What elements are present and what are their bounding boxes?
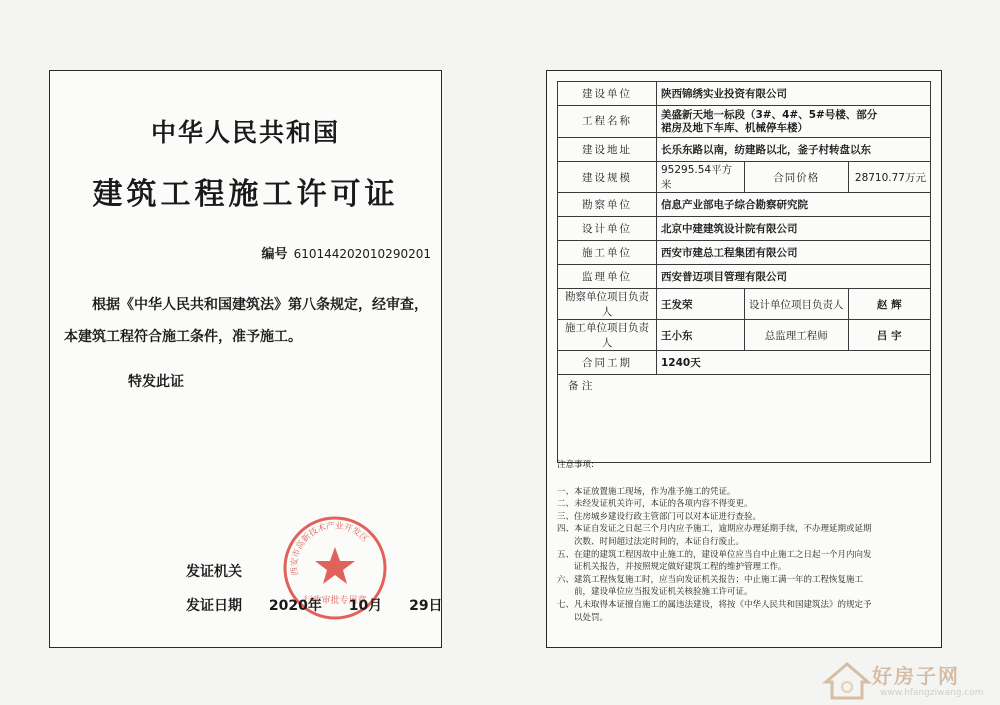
price-value: 28710.77万元 [848,162,931,193]
design-label: 设计单位 [558,217,657,241]
chief-label: 总监理工程师 [745,320,849,351]
remark-cell [558,375,931,463]
note-line: 证机关报告，并按照规定做好建筑工程的维护管理工作。 [557,562,787,573]
permit-cover-page [49,70,442,648]
issue-phrase: 特发此证 [128,374,184,390]
remark-label: 备 注 [568,380,593,392]
note-line: 四、本证自发证之日起三个月内应予施工，逾期应办理延期手续，不办理延期或延期 [557,524,872,535]
scale-value: 95295.54平方米 [657,162,745,193]
table-row [558,241,931,265]
note-line: 六、建筑工程恢复施工时，应当向发证机关报告；中止施工满一年的工程恢复施工 [557,574,864,585]
statement-line-2: 本建筑工程符合施工条件，准予施工。 [64,329,302,345]
issue-year: 2020年 [268,598,322,614]
serial-label: 编号 [261,247,288,262]
note-line: 次数、时间超过法定时间的，本证自行废止。 [557,536,745,547]
table-row [558,217,931,241]
issuing-authority: 发证机关 [186,564,242,580]
table-row [558,162,931,193]
table-row [558,351,931,375]
note-line: 七、凡未取得本证擅自施工的属违法建设，将按《中华人民共和国建筑法》的规定予 [557,599,872,610]
note-line: 以处罚。 [557,612,609,623]
construct-value: 西安市建总工程集团有限公司 [657,241,931,265]
note-line: 一、本证放置施工现场，作为准予施工的凭证。 [557,486,736,497]
permit-statement [64,289,431,353]
survey-pm-value: 王发荣 [657,289,745,320]
note-line: 五、在建的建筑工程因故中止施工的，建设单位应当自中止施工之日起一个月内向发 [557,549,872,560]
notes-title: 注意事项: [557,460,594,470]
note-line: 三、住房城乡建设行政主管部门可以对本证进行查验。 [557,511,762,522]
address-value: 长乐东路以南，纺建路以北，釜子村转盘以东 [657,138,931,162]
survey-pm-label: 勘察单位项目负责人 [558,289,657,320]
issue-month: 10月 [348,598,383,614]
note-line: 二、未经发证机关许可，本证的各项内容不得变更。 [557,499,753,510]
address-label: 建设地址 [558,138,657,162]
project-value-line-1: 美盛新天地一标段（3#、4#、5#号楼、部分 [661,108,878,121]
construct-label: 施工单位 [558,241,657,265]
scale-label: 建设规模 [558,162,657,193]
issue-date-label: 发证日期 [186,598,242,614]
watermark-text: 好房子网 [872,664,960,688]
unit-label: 建设单位 [558,82,657,106]
issue-day: 29日 [409,598,443,614]
design-pm-value: 赵 辉 [848,289,931,320]
chief-value: 吕 宇 [848,320,931,351]
project-info-table [557,81,931,463]
watermark-url: www.hfangziwang.com [880,688,984,698]
note-line: 前，建设单位应当报发证机关核验施工许可证。 [557,587,753,598]
issue-date [186,595,443,615]
period-value: 1240天 [657,351,931,375]
supervise-value: 西安普迈项目管理有限公司 [657,265,931,289]
supervise-label: 监理单位 [558,265,657,289]
project-value-line-2: 裙房及地下车库、机械停车楼） [661,121,808,134]
country-title: 中华人民共和国 [150,118,340,147]
serial-number [262,243,431,262]
table-row [558,82,931,106]
table-row [558,289,931,320]
project-label: 工程名称 [558,106,657,138]
notes-section [557,459,933,624]
statement-line-1: 根据《中华人民共和国建筑法》第八条规定，经审查， [92,297,428,313]
permit-detail-page [546,70,942,648]
unit-value: 陕西锦绣实业投资有限公司 [657,82,931,106]
house-logo-icon [822,660,872,702]
table-row [558,265,931,289]
table-row [558,106,931,138]
construct-pm-value: 王小东 [657,320,745,351]
table-row [558,375,931,463]
construct-pm-label: 施工单位项目负责人 [558,320,657,351]
seal-bottom-text: 行政审批专用章 [303,596,367,606]
table-row [558,320,931,351]
period-label: 合同工期 [558,351,657,375]
price-label: 合同价格 [745,162,849,193]
serial-value: 610144202010290201 [293,247,431,261]
permit-title: 建筑工程施工许可证 [92,177,399,212]
table-row [558,193,931,217]
design-pm-label: 设计单位项目负责人 [745,289,849,320]
survey-value: 信息产业部电子综合勘察研究院 [657,193,931,217]
seal-top-text: 西安市高新技术产业开发区 [289,521,370,576]
survey-label: 勘察单位 [558,193,657,217]
project-value [657,106,931,138]
table-row [558,138,931,162]
design-value: 北京中建建筑设计院有限公司 [657,217,931,241]
